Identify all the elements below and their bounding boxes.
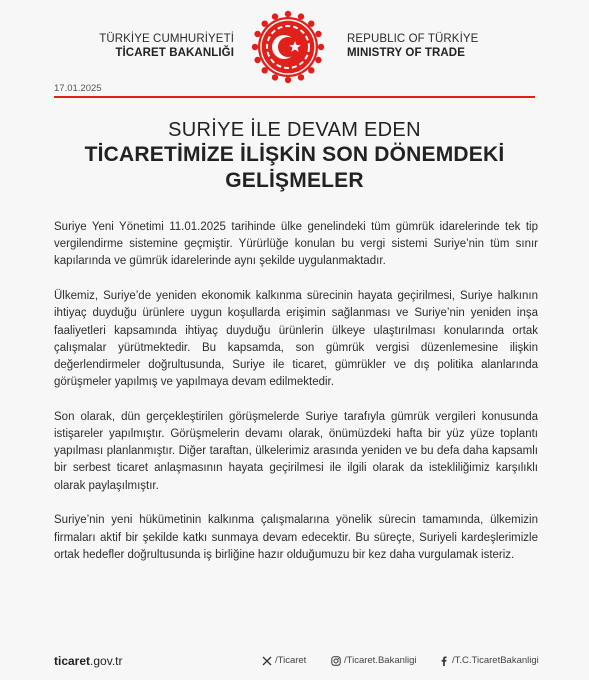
ministry-seal-logo-icon — [251, 10, 325, 84]
document-date: 17.01.2025 — [54, 83, 102, 94]
letterhead — [0, 0, 589, 80]
x-icon — [262, 656, 272, 666]
title-line-2: TİCARETİMİZE İLİŞKİN SON DÖNEMDEKİ — [84, 143, 505, 166]
instagram-icon — [331, 656, 341, 666]
header-divider — [54, 96, 535, 98]
country-name-en: REPUBLIC OF TÜRKİYE — [347, 33, 479, 45]
document-title — [0, 118, 589, 194]
country-name-tr: TÜRKİYE CUMHURİYETİ — [99, 33, 234, 45]
paragraph-1: Suriye Yeni Yönetimi 11.01.2025 tarihinde ülke genelindeki tüm gümrük idarelerinde tek tip vergilendirme sistemine geçmiştir. Yürürlüğe konulan bu vergi sistemi Suriye’nin tüm sınır kapılarında ve gümrük idarelerinde aynı şekilde uygulanmaktadır. — [54, 221, 538, 268]
website-domain-suffix: .gov.tr — [90, 654, 123, 668]
paragraph-2: Ülkemiz, Suriye’de yeniden ekonomik kalkınma sürecinin hayata geçirilmesi, Suriye halkının ihtiyaç duyduğu ürünlere uygun koşullarda erişimin sağlanması ve Suriye’nin yeniden inşa faaliyetleri kapsamında ihtiyaç duyduğu ürünlerin ülkeye ulaştırılması konularında ortak çalışmalar yürütmektedir. Bu kapsamda, son gümrük vergisi düzenlemesine ilişkin değerlendirmeler doğrultusunda, Suriye ile ticaret, gümrükler ve dış politika alanlarında görüşmeler yapılmış ve yapılmaya devam edilmektedir. — [54, 290, 538, 389]
website-domain-bold: ticaret — [54, 654, 91, 668]
ministry-name-en: MINISTRY OF TRADE — [347, 47, 465, 59]
ministry-name-english — [347, 32, 478, 60]
title-line-1: SURİYE İLE DEVAM EDEN — [168, 119, 421, 141]
paragraph-4: Suriye’nin yeni hükümetinin kalkınma çalışmalarına yönelik sürecin tamamında, ülkemizin firmaları aktif bir şekilde katkı sunmaya devam edecektir. Bu süreçte, Suriyeli kardeşlerimizle ortak hedefler doğrultusunda iş birliğine hazır olduğumuzu bir kez daha vurgulamak isteriz. — [54, 514, 538, 561]
website-link[interactable] — [54, 654, 123, 668]
facebook-icon — [439, 656, 449, 666]
title-line-3: GELİŞMELER — [225, 169, 364, 192]
facebook-handle: /T.C.TicaretBakanligi — [452, 655, 539, 666]
document-body — [54, 219, 538, 581]
instagram-handle: /Ticaret.Bakanligi — [344, 655, 417, 666]
ministry-name-tr: TİCARET BAKANLIĞI — [115, 47, 234, 59]
x-link[interactable] — [262, 655, 306, 666]
paragraph-3: Son olarak, dün gerçekleştirilen görüşmelerde Suriye tarafıyla gümrük vergileri konusunda istişareler yapılmıştır. Görüşmelerin devamı olarak, önümüzdeki hafta bir yüz yüze toplantı yapılması planlanmıştır. Diğer taraftan, ülkelerimiz arasında yeniden ve bu defa daha kapsamlı bir serbest ticaret anlaşmasının hayata geçirilmesi ile ilgili olarak da istekliliğimiz karşılıklı olarak paylaşılmıştır. — [54, 410, 538, 492]
ministry-name-turkish — [99, 32, 234, 60]
instagram-link[interactable] — [331, 655, 417, 666]
facebook-link[interactable] — [439, 655, 539, 666]
x-handle: /Ticaret — [275, 655, 307, 666]
